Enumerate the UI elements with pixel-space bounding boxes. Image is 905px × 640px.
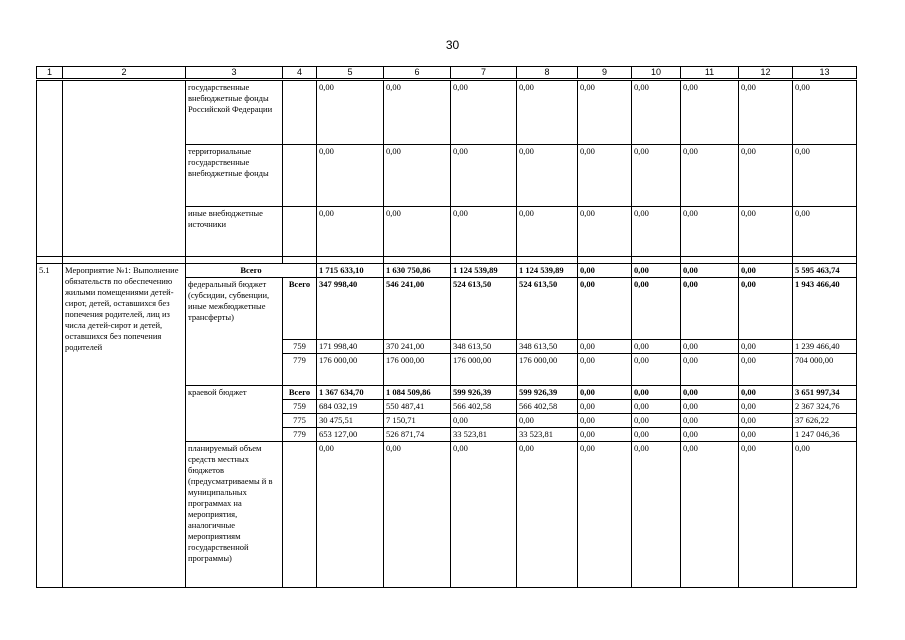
value-cell: 1 124 539,89 xyxy=(517,264,578,278)
source-cell: планируемый объем средств местных бюджетов (предусматриваемы й в муниципальных программах на мероприятия, аналогичные мероприятиям государственной программы) xyxy=(186,442,283,588)
col-num-12: 12 xyxy=(739,67,793,79)
value-cell: 0,00 xyxy=(681,145,739,207)
value-cell: 0,00 xyxy=(578,145,632,207)
table-row xyxy=(37,81,857,145)
value-cell: 0,00 xyxy=(681,340,739,354)
value-cell: 0,00 xyxy=(739,354,793,386)
value-cell: 0,00 xyxy=(451,145,517,207)
value-cell: 0,00 xyxy=(578,386,632,400)
value-cell: 0,00 xyxy=(632,278,681,340)
value-cell: 0,00 xyxy=(578,400,632,414)
value-cell: 684 032,19 xyxy=(317,400,384,414)
code-cell xyxy=(283,207,317,257)
value-cell: 0,00 xyxy=(632,264,681,278)
value-cell: 0,00 xyxy=(632,81,681,145)
value-cell: 0,00 xyxy=(793,145,857,207)
value-cell: 33 523,81 xyxy=(451,428,517,442)
value-cell: 0,00 xyxy=(739,414,793,428)
value-cell: 0,00 xyxy=(384,81,451,145)
value-cell: 37 626,22 xyxy=(793,414,857,428)
value-cell: 524 613,50 xyxy=(517,278,578,340)
table-row-event-total xyxy=(37,264,857,278)
value-cell: 7 150,71 xyxy=(384,414,451,428)
col-num-7: 7 xyxy=(451,67,517,79)
source-cell: государственные внебюджетные фонды Российской Федерации xyxy=(186,81,283,145)
value-cell: 0,00 xyxy=(793,442,857,588)
value-cell: 524 613,50 xyxy=(451,278,517,340)
col-num-3: 3 xyxy=(186,67,283,79)
value-cell: 348 613,50 xyxy=(451,340,517,354)
value-cell: 0,00 xyxy=(793,81,857,145)
value-cell: 0,00 xyxy=(739,264,793,278)
value-cell: 0,00 xyxy=(681,264,739,278)
value-cell: 176 000,00 xyxy=(384,354,451,386)
source-cell: федеральный бюджет (субсидии, субвенции, иные межбюджетные трансферты) xyxy=(186,278,283,386)
code-cell xyxy=(283,81,317,145)
value-cell: 0,00 xyxy=(739,428,793,442)
value-cell: 0,00 xyxy=(739,400,793,414)
value-cell: 0,00 xyxy=(517,207,578,257)
value-cell: 1 124 539,89 xyxy=(451,264,517,278)
value-cell: 0,00 xyxy=(632,145,681,207)
value-cell: 1 367 634,70 xyxy=(317,386,384,400)
value-cell: 0,00 xyxy=(384,442,451,588)
value-cell: 0,00 xyxy=(632,386,681,400)
value-cell: 347 998,40 xyxy=(317,278,384,340)
value-cell: 546 241,00 xyxy=(384,278,451,340)
value-cell: 348 613,50 xyxy=(517,340,578,354)
value-cell: 0,00 xyxy=(739,207,793,257)
spacer-row xyxy=(37,257,857,264)
source-cell: иные внебюджетные источники xyxy=(186,207,283,257)
value-cell: 550 487,41 xyxy=(384,400,451,414)
value-cell: 0,00 xyxy=(632,340,681,354)
cell-empty xyxy=(37,81,63,257)
col-num-1: 1 xyxy=(37,67,63,79)
value-cell: 0,00 xyxy=(793,207,857,257)
value-cell: 0,00 xyxy=(578,354,632,386)
value-cell: 653 127,00 xyxy=(317,428,384,442)
value-cell: 176 000,00 xyxy=(517,354,578,386)
value-cell: 0,00 xyxy=(451,414,517,428)
value-cell: 0,00 xyxy=(681,400,739,414)
col-num-8: 8 xyxy=(517,67,578,79)
value-cell: 0,00 xyxy=(681,386,739,400)
value-cell: 0,00 xyxy=(632,442,681,588)
value-cell: 30 475,51 xyxy=(317,414,384,428)
value-cell: 176 000,00 xyxy=(451,354,517,386)
value-cell: 0,00 xyxy=(451,442,517,588)
code-cell xyxy=(283,442,317,588)
code-cell: 779 xyxy=(283,354,317,386)
value-cell: 599 926,39 xyxy=(517,386,578,400)
budget-table xyxy=(36,80,857,588)
col-num-5: 5 xyxy=(317,67,384,79)
value-cell: 566 402,58 xyxy=(451,400,517,414)
value-cell: 0,00 xyxy=(517,145,578,207)
value-cell: 1 715 633,10 xyxy=(317,264,384,278)
value-cell: 0,00 xyxy=(451,207,517,257)
value-cell: 1 247 046,36 xyxy=(793,428,857,442)
value-cell: 0,00 xyxy=(681,414,739,428)
value-cell: 0,00 xyxy=(632,207,681,257)
page-number: 30 xyxy=(445,38,460,52)
value-cell: 0,00 xyxy=(739,386,793,400)
col-num-6: 6 xyxy=(384,67,451,79)
total-label: Всего xyxy=(186,264,317,278)
value-cell: 0,00 xyxy=(317,145,384,207)
value-cell: 2 367 324,76 xyxy=(793,400,857,414)
value-cell: 1 943 466,40 xyxy=(793,278,857,340)
value-cell: 0,00 xyxy=(632,354,681,386)
code-cell: 759 xyxy=(283,340,317,354)
value-cell: 0,00 xyxy=(384,207,451,257)
value-cell: 0,00 xyxy=(681,354,739,386)
code-cell: 779 xyxy=(283,428,317,442)
value-cell: 0,00 xyxy=(739,81,793,145)
value-cell: 0,00 xyxy=(739,145,793,207)
value-cell: 0,00 xyxy=(517,414,578,428)
value-cell: 0,00 xyxy=(739,340,793,354)
value-cell: 176 000,00 xyxy=(317,354,384,386)
col-num-4: 4 xyxy=(283,67,317,79)
value-cell: 33 523,81 xyxy=(517,428,578,442)
value-cell: 566 402,58 xyxy=(517,400,578,414)
value-cell: 0,00 xyxy=(578,207,632,257)
col-num-13: 13 xyxy=(793,67,857,79)
value-cell: 0,00 xyxy=(384,145,451,207)
value-cell: 704 000,00 xyxy=(793,354,857,386)
value-cell: 0,00 xyxy=(578,414,632,428)
value-cell: 599 926,39 xyxy=(451,386,517,400)
value-cell: 0,00 xyxy=(739,278,793,340)
value-cell: 0,00 xyxy=(632,414,681,428)
code-cell xyxy=(283,145,317,207)
value-cell: 171 998,40 xyxy=(317,340,384,354)
value-cell: 0,00 xyxy=(681,207,739,257)
value-cell: 0,00 xyxy=(632,428,681,442)
value-cell: 0,00 xyxy=(451,81,517,145)
value-cell: 0,00 xyxy=(578,428,632,442)
col-num-10: 10 xyxy=(632,67,681,79)
code-cell: 759 xyxy=(283,400,317,414)
event-title: Мероприятие №1: Выполнение обязательств по обеспечению жилыми помещениями детей-сирот, детей, оставшихся без попечения родителей, лиц из числа детей-сирот и детей, оставшихся без попечения родителей xyxy=(63,264,186,588)
code-cell: Всего xyxy=(283,386,317,400)
value-cell: 0,00 xyxy=(578,264,632,278)
value-cell: 526 871,74 xyxy=(384,428,451,442)
value-cell: 370 241,00 xyxy=(384,340,451,354)
column-header-row xyxy=(36,66,857,79)
value-cell: 0,00 xyxy=(517,442,578,588)
value-cell: 3 651 997,34 xyxy=(793,386,857,400)
value-cell: 0,00 xyxy=(317,207,384,257)
code-cell: Всего xyxy=(283,278,317,340)
col-num-11: 11 xyxy=(681,67,739,79)
col-num-9: 9 xyxy=(578,67,632,79)
value-cell: 0,00 xyxy=(681,428,739,442)
source-cell: территориальные государственные внебюджетные фонды xyxy=(186,145,283,207)
value-cell: 0,00 xyxy=(739,442,793,588)
value-cell: 1 239 466,40 xyxy=(793,340,857,354)
source-cell: краевой бюджет xyxy=(186,386,283,442)
col-num-2: 2 xyxy=(63,67,186,79)
value-cell: 0,00 xyxy=(317,442,384,588)
value-cell: 0,00 xyxy=(578,442,632,588)
value-cell: 0,00 xyxy=(517,81,578,145)
code-cell: 775 xyxy=(283,414,317,428)
value-cell: 1 084 509,86 xyxy=(384,386,451,400)
value-cell: 0,00 xyxy=(632,400,681,414)
value-cell: 1 630 750,86 xyxy=(384,264,451,278)
value-cell: 0,00 xyxy=(578,278,632,340)
value-cell: 0,00 xyxy=(681,442,739,588)
value-cell: 0,00 xyxy=(578,340,632,354)
value-cell: 0,00 xyxy=(681,278,739,340)
value-cell: 0,00 xyxy=(317,81,384,145)
value-cell: 0,00 xyxy=(578,81,632,145)
value-cell: 5 595 463,74 xyxy=(793,264,857,278)
event-number: 5.1 xyxy=(37,264,63,588)
cell-empty xyxy=(63,81,186,257)
value-cell: 0,00 xyxy=(681,81,739,145)
